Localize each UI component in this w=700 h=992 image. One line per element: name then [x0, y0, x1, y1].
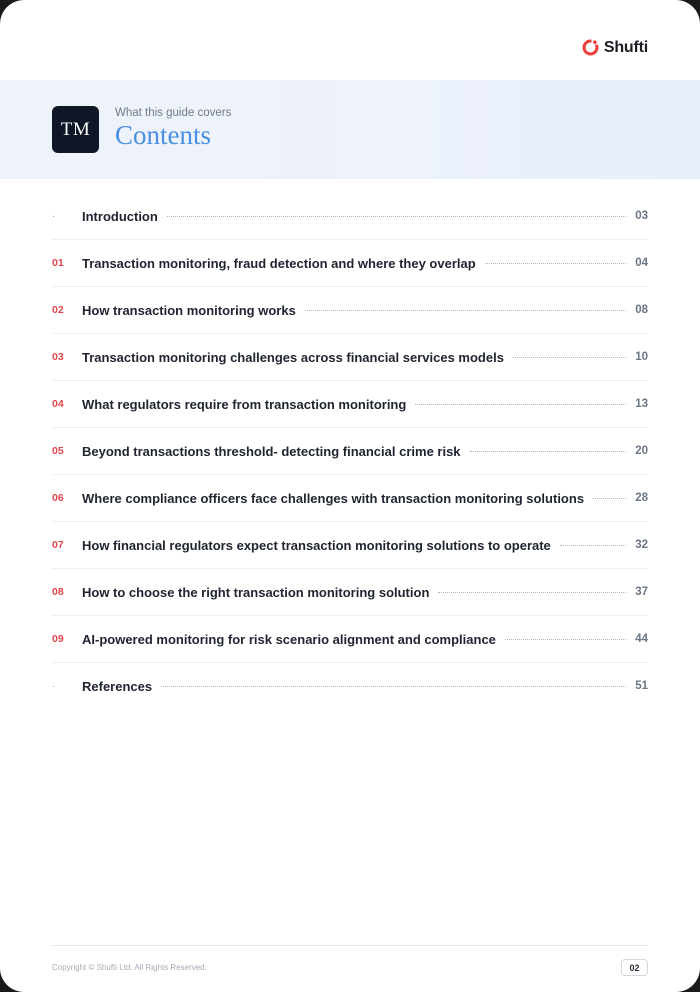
toc-label: How to choose the right transaction monitoring solution: [82, 584, 430, 600]
toc-page-number: 20: [635, 445, 648, 457]
toc-number: 05: [52, 445, 64, 457]
toc-page-number: 08: [635, 304, 648, 316]
tm-badge: TM: [52, 106, 99, 153]
toc-bullet: ·: [52, 210, 56, 222]
header-eyebrow: What this guide covers: [115, 107, 232, 119]
toc-item-04[interactable]: [52, 381, 648, 428]
brand-name: Shufti: [603, 38, 648, 56]
toc-number: 08: [52, 586, 64, 598]
toc-number: 04: [52, 398, 64, 410]
toc-item-01[interactable]: [52, 240, 648, 287]
toc-number: 07: [52, 539, 64, 551]
toc-item-09[interactable]: [52, 616, 648, 663]
toc-page-number: 10: [635, 351, 648, 363]
toc-page-number: 13: [635, 398, 648, 410]
dotted-leader: [470, 450, 627, 452]
toc-item-07[interactable]: [52, 522, 648, 569]
toc-page-number: 04: [635, 257, 648, 269]
toc-page-number: 44: [635, 633, 648, 645]
toc-number: 06: [52, 492, 64, 504]
toc-label: Where compliance officers face challenges with transaction monitoring solutions: [82, 490, 585, 506]
dotted-leader: [161, 685, 626, 687]
toc-label: What regulators require from transaction monitoring: [82, 396, 407, 412]
dotted-leader: [513, 356, 626, 358]
toc-bullet: ·: [52, 680, 56, 692]
toc-number: 01: [52, 257, 64, 269]
toc-label: Transaction monitoring, fraud detection and where they overlap: [82, 255, 476, 271]
toc-page-number: 51: [635, 680, 648, 692]
contents-header: [0, 80, 700, 179]
toc-number: 02: [52, 304, 64, 316]
dotted-leader: [415, 403, 626, 405]
toc-page-number: 28: [635, 492, 648, 504]
toc-item-03[interactable]: [52, 334, 648, 381]
toc-label: How transaction monitoring works: [82, 302, 296, 318]
dotted-leader: [560, 544, 626, 546]
dotted-leader: [438, 591, 626, 593]
toc-number: 03: [52, 351, 64, 363]
toc-label: Beyond transactions threshold- detecting financial crime risk: [82, 443, 461, 459]
toc-label: AI-powered monitoring for risk scenario alignment and compliance: [82, 631, 496, 647]
toc-label: Introduction: [82, 208, 158, 224]
toc-item-references[interactable]: [52, 663, 648, 709]
toc-label: How financial regulators expect transaction monitoring solutions to operate: [82, 537, 551, 553]
dotted-leader: [593, 497, 626, 499]
dotted-leader: [485, 262, 627, 264]
toc-page-number: 03: [635, 210, 648, 222]
toc-item-introduction[interactable]: [52, 193, 648, 240]
toc-item-08[interactable]: [52, 569, 648, 616]
toc-item-06[interactable]: [52, 475, 648, 522]
dotted-leader: [505, 638, 626, 640]
page-title: Contents: [115, 120, 212, 150]
toc-item-05[interactable]: [52, 428, 648, 475]
brand-logo: [581, 38, 648, 57]
toc-label: Transaction monitoring challenges across financial services models: [82, 349, 504, 365]
footer-copyright: Copyright © Shufti Ltd. All Rights Reserved.: [52, 963, 207, 972]
toc-page-number: 37: [635, 586, 648, 598]
toc-label: References: [82, 678, 153, 694]
dotted-leader: [167, 215, 626, 217]
toc-number: 09: [52, 633, 64, 645]
toc-item-02[interactable]: [52, 287, 648, 334]
table-of-contents: [52, 193, 648, 709]
footer-divider: [52, 945, 648, 946]
shufti-logo-icon: [581, 38, 600, 57]
page-number-badge: 02: [621, 959, 648, 976]
dotted-leader: [305, 309, 626, 311]
toc-page-number: 32: [635, 539, 648, 551]
